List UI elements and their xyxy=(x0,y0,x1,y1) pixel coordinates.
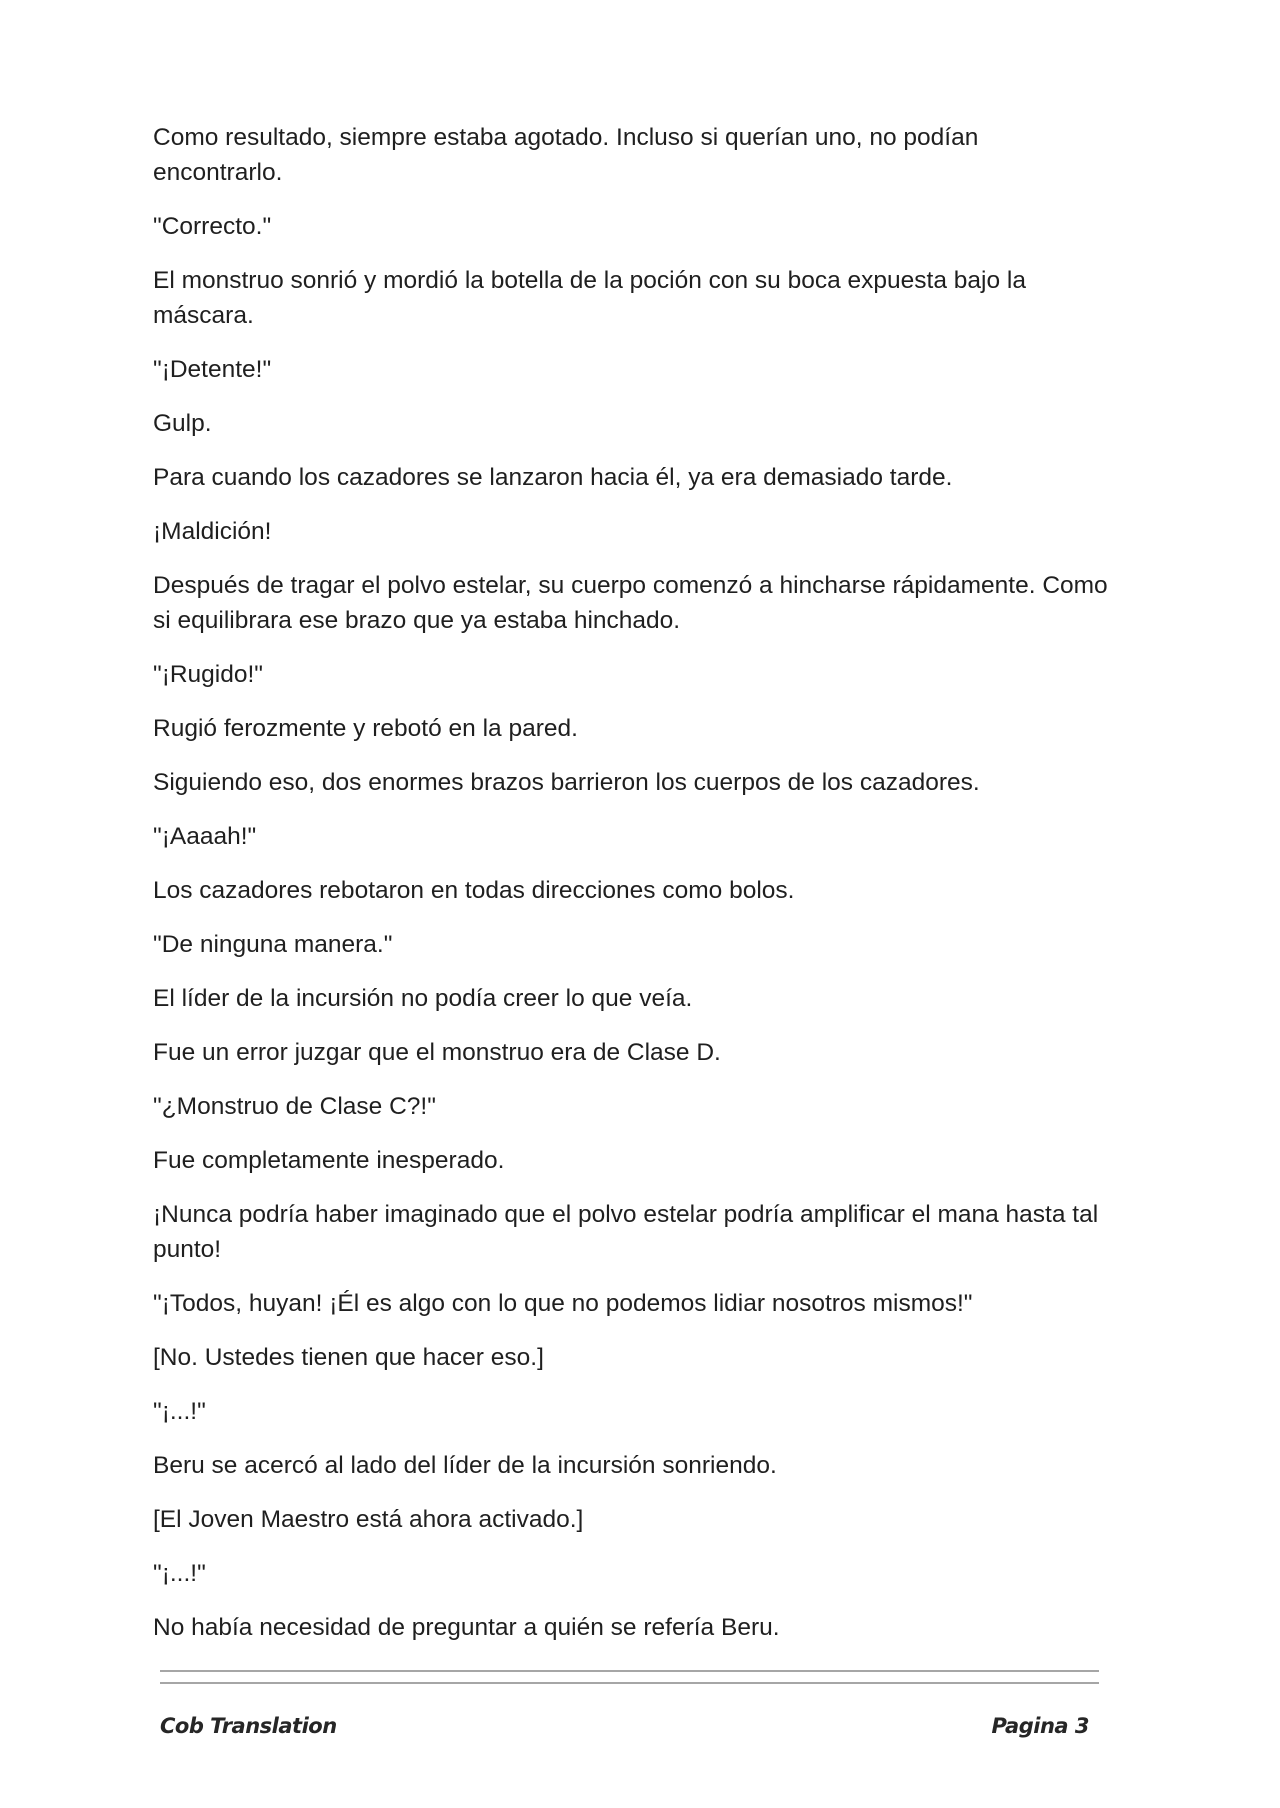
paragraph: Beru se acercó al lado del líder de la incursión sonriendo. xyxy=(153,1452,777,1479)
footer-divider-top xyxy=(160,1670,1099,1672)
paragraph: "Correcto." xyxy=(153,213,272,240)
paragraph: Siguiendo eso, dos enormes brazos barrieron los cuerpos de los cazadores. xyxy=(153,769,980,796)
paragraph: No había necesidad de preguntar a quién se refería Beru. xyxy=(153,1614,780,1641)
paragraph: Gulp. xyxy=(153,410,212,437)
paragraph: "¡Detente!" xyxy=(153,356,272,383)
paragraph: Después de tragar el polvo estelar, su cuerpo comenzó a hincharse rápidamente. Como si equilibrara ese brazo que ya estaba hinchado. xyxy=(153,572,1108,634)
paragraph: "¡Todos, huyan! ¡Él es algo con lo que no podemos lidiar nosotros mismos!" xyxy=(153,1290,973,1317)
paragraph: "¿Monstruo de Clase C?!" xyxy=(153,1093,436,1120)
paragraph: Como resultado, siempre estaba agotado. Incluso si querían uno, no podían encontrarlo. xyxy=(153,124,979,186)
paragraph: Para cuando los cazadores se lanzaron hacia él, ya era demasiado tarde. xyxy=(153,464,953,491)
paragraph: "¡...!" xyxy=(153,1560,206,1587)
paragraph: ¡Maldición! xyxy=(153,518,272,545)
document-body xyxy=(153,120,1113,1664)
paragraph: "De ninguna manera." xyxy=(153,931,393,958)
paragraph: Rugió ferozmente y rebotó en la pared. xyxy=(153,715,578,742)
paragraph: [El Joven Maestro está ahora activado.] xyxy=(153,1506,584,1533)
footer-divider-bottom xyxy=(160,1682,1099,1684)
footer-page-number: Pagina 3 xyxy=(991,1714,1089,1738)
paragraph: "¡...!" xyxy=(153,1398,206,1425)
paragraph: Los cazadores rebotaron en todas direcciones como bolos. xyxy=(153,877,795,904)
paragraph: [No. Ustedes tienen que hacer eso.] xyxy=(153,1344,544,1371)
paragraph: El monstruo sonrió y mordió la botella de la poción con su boca expuesta bajo la máscara. xyxy=(153,267,1026,329)
paragraph: El líder de la incursión no podía creer lo que veía. xyxy=(153,985,693,1012)
footer-translator-credit: Cob Translation xyxy=(160,1714,337,1738)
paragraph: Fue un error juzgar que el monstruo era de Clase D. xyxy=(153,1039,721,1066)
paragraph: "¡Rugido!" xyxy=(153,661,263,688)
paragraph: "¡Aaaah!" xyxy=(153,823,257,850)
paragraph: Fue completamente inesperado. xyxy=(153,1147,505,1174)
paragraph: ¡Nunca podría haber imaginado que el polvo estelar podría amplificar el mana hasta tal punto! xyxy=(153,1201,1099,1263)
